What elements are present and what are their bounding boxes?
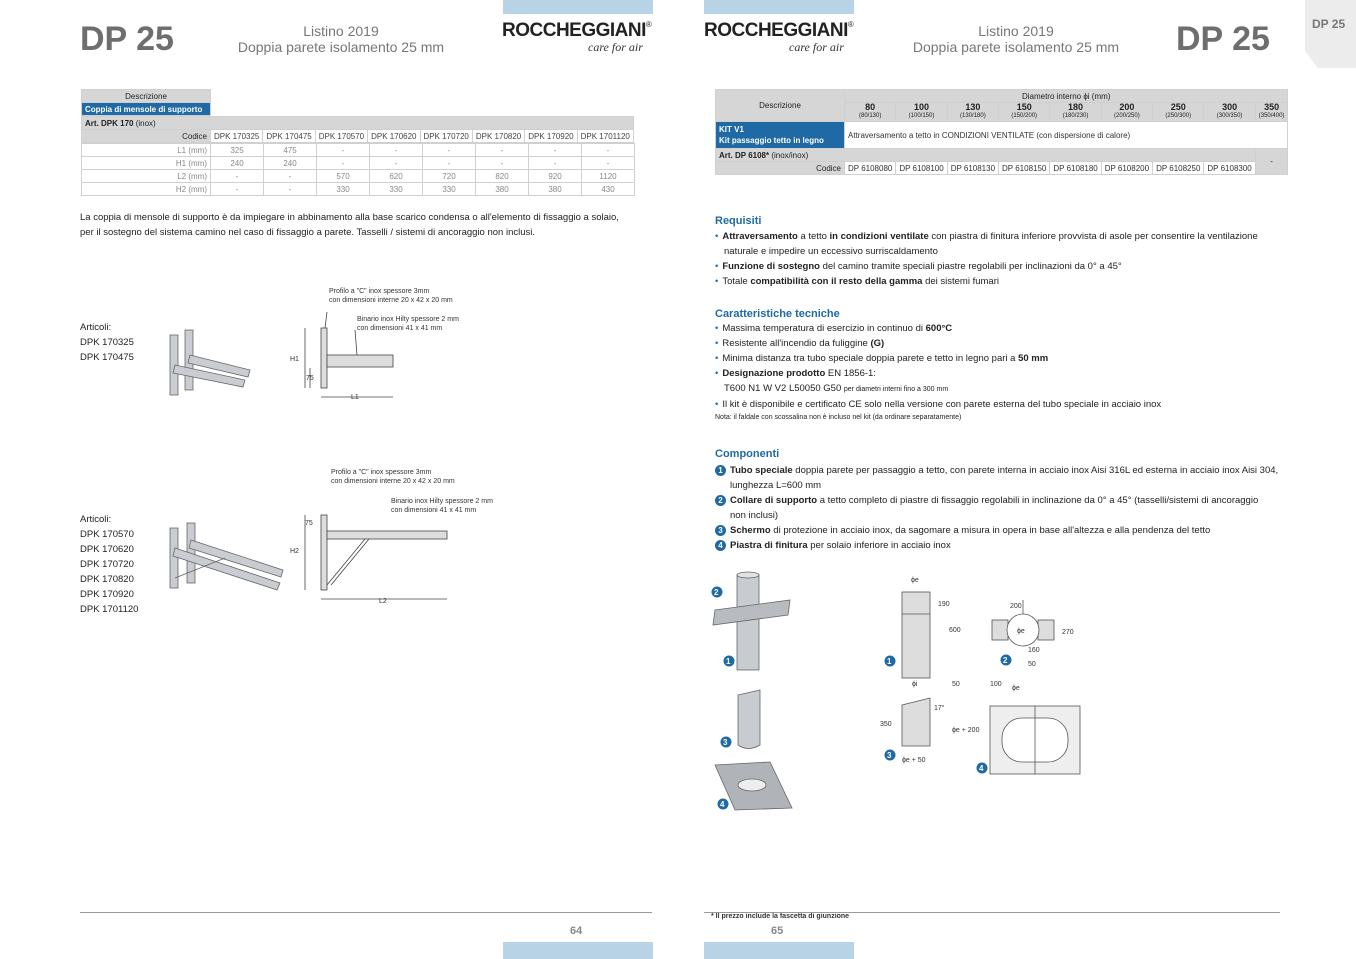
caratt-heading: Caratteristiche tecniche (715, 308, 840, 320)
diam-col-4: 180 (180/230) (1050, 103, 1101, 122)
diam-col-5: 200 (200/250) (1101, 103, 1152, 122)
listino-header-left (221, 23, 461, 55)
dim-phi-e-200: ϕe + 200 (952, 727, 980, 734)
code-col-3: DPK 170620 (368, 130, 420, 143)
requisiti-list: • Attraversamento a tetto in condizioni ventilate con piastra di finitura inferiore provvista di asole per consentire la ventilazione naturale e impedire un eccessivo surriscaldamento • Funzione di sostegno del camino tramite speciali piastre regolabili per inclinazioni da 0° a 45° • Totale compatibilità con il resto della gamma dei sistemi fumari (715, 231, 1258, 287)
code-col-5: DP 6108200 (1101, 162, 1152, 175)
listino-header-right (896, 23, 1136, 55)
table-row (82, 183, 635, 196)
fig2-note2b: con dimensioni 41 x 41 mm (391, 507, 477, 514)
dim-50: 50 (952, 681, 960, 688)
fig2-l-label: L2 (379, 598, 387, 605)
code-col-0: DPK 170325 (211, 130, 263, 143)
svg-text:1: 1 (887, 657, 892, 666)
brand-logo-left: ROCCHEGGIANI® (502, 20, 652, 41)
fig2-note2a: Binario inox Hilty spessore 2 mm (391, 498, 493, 505)
table-cell: - (317, 157, 370, 170)
table-cell: - (211, 170, 264, 183)
descr-header-right: Descrizione (716, 90, 845, 122)
code-col-6: DP 6108250 (1153, 162, 1204, 175)
bottom-tab-left (503, 942, 653, 959)
table-cell: - (529, 144, 582, 157)
dim-phi-e-plate: ϕe (1012, 685, 1020, 692)
fig1-h-label: H1 (290, 356, 299, 363)
bracket-drawing-2 (285, 465, 510, 610)
descr-header: Descrizione (82, 90, 211, 103)
fig1-note2b: con dimensioni 41 x 41 mm (357, 325, 443, 332)
dim-600: 600 (949, 627, 961, 634)
table-row (82, 170, 635, 183)
caratt-list: • Massima temperatura di esercizio in continuo di 600°C • Resistente all'incendio da fuliggine (G) • Minima distanza tra tubo speciale doppia parete e tetto in legno pari a 50 mm • Designazione prodotto EN 1856-1: T600 N1 W V2 L50050 G50 per diametri interni fino a 300 mm • Il kit è disponibile e certificato CE solo nella versione con parete esterna del tubo speciale in acciaio inox Nota: il faldale con scossalina non è incluso nel kit (da ordinare separatamente) (715, 323, 1162, 421)
dim-17deg: 17° (934, 705, 945, 712)
dim-160: 160 (1028, 647, 1040, 654)
table-cell: - (476, 157, 529, 170)
diam-header: Diametro interno ϕi (mm) (845, 90, 1288, 103)
table-cell: 430 (582, 183, 635, 196)
code-col-6: DPK 170920 (525, 130, 577, 143)
table-cell: 620 (370, 170, 423, 183)
table-cell: - (264, 170, 317, 183)
component-photos (710, 570, 800, 815)
art-row-right: Art. DP 6108* (inox/inox) (716, 149, 1256, 162)
page-title-left: DP 25 (80, 20, 174, 58)
componenti-list: 1 Tubo speciale doppia parete per passaggio a tetto, con parete interna in acciaio inox Aisi 316L ed esterna in acciaio inox Aisi 304, lunghezza L=600 mm 2 Collare di supporto a tetto completo di piastre di fissaggio regolabili in inclinazione da 0° a 45° (tasselli/sistemi di ancoraggio non inclusi) 3 Schermo di protezione in acciaio inox, da sagomare a misura in opera in base all'altezza e alla pendenza del tetto 4 Piastra di finitura per solaio inferiore in acciaio inox (715, 463, 1305, 553)
table-cell: 380 (529, 183, 582, 196)
footnote: * Il prezzo include la fascetta di giunzione (711, 913, 850, 920)
bracket-drawing-1 (285, 285, 500, 405)
code-col-1: DPK 170475 (263, 130, 315, 143)
fig2-v-label: 75 (305, 520, 313, 527)
fig1-l-label: L1 (351, 394, 359, 401)
row-label: H2 (mm) (82, 183, 211, 196)
dim-phi-e-50: ϕe + 50 (902, 757, 926, 764)
diam-col-6: 250 (250/300) (1153, 103, 1204, 122)
diam-col-8: 350 (350/400) (1255, 103, 1288, 122)
brand-tagline-right: care for air (789, 40, 844, 54)
table-cell: - (582, 157, 635, 170)
brand-logo-right: ROCCHEGGIANI® (704, 20, 854, 41)
diam-col-0: 80 (80/130) (845, 103, 896, 122)
page-number-left: 64 (570, 925, 583, 937)
table-row (82, 157, 635, 170)
bracket-photo-1 (165, 325, 255, 400)
code-col-7: DPK 1701120 (577, 130, 633, 143)
table-row (82, 144, 635, 157)
spec-table-left (81, 89, 635, 196)
code-col-2: DPK 170570 (315, 130, 367, 143)
top-tab-right (704, 0, 854, 14)
fig1-v-label: 75 (306, 375, 314, 382)
table-cell: - (370, 144, 423, 157)
listino-year: Listino 2019 (978, 23, 1054, 39)
page-number-right: 65 (771, 925, 784, 937)
table-cell: - (317, 144, 370, 157)
fig2-h-label: H2 (290, 548, 299, 555)
code-col-5: DPK 170820 (472, 130, 524, 143)
table-cell: 720 (423, 170, 476, 183)
dim-phi-i: ϕi (912, 681, 918, 688)
table-cell: 330 (423, 183, 476, 196)
table-cell: 1120 (582, 170, 635, 183)
svg-text:1: 1 (726, 657, 731, 666)
table-cell: - (423, 157, 476, 170)
table-cell: 380 (476, 183, 529, 196)
table-cell: 330 (317, 183, 370, 196)
dim-200: 200 (1010, 603, 1022, 610)
code-col-0: DP 6108080 (845, 162, 896, 175)
diam-col-3: 150 (150/200) (999, 103, 1050, 122)
fig1-note2a: Binario inox Hilty spessore 2 mm (357, 316, 459, 323)
listino-year: Listino 2019 (303, 23, 379, 39)
code-col-2: DP 6108130 (947, 162, 998, 175)
codice-label-right: Codice (716, 162, 845, 175)
dim-100: 100 (990, 681, 1002, 688)
fig2-articoli: Articoli: DPK 170570 DPK 170620 DPK 170720 DPK 170820 DPK 170920 DPK 1701120 (80, 514, 139, 615)
svg-text:4: 4 (979, 764, 984, 773)
svg-text:2: 2 (1003, 656, 1008, 665)
table-cell: - (370, 157, 423, 170)
table-cell: 330 (370, 183, 423, 196)
listino-subtitle: Doppia parete isolamento 25 mm (237, 39, 445, 55)
svg-text:3: 3 (723, 738, 728, 747)
row-label: H1 (mm) (82, 157, 211, 170)
code-col-1: DP 6108100 (896, 162, 947, 175)
componenti-heading: Componenti (715, 448, 780, 460)
row-label: L2 (mm) (82, 170, 211, 183)
corner-tab (1305, 0, 1356, 68)
footer-rule-left (80, 912, 652, 913)
diam-col-2: 130 (130/180) (947, 103, 998, 122)
footer-rule-right (704, 912, 1280, 913)
code-col-4: DP 6108180 (1050, 162, 1101, 175)
dim-350: 350 (880, 721, 892, 728)
corner-tab-label: DP 25 (1312, 17, 1346, 31)
table-cell: 240 (264, 157, 317, 170)
table-cell: - (211, 183, 264, 196)
table-cell: 325 (211, 144, 264, 157)
fig2-note1b: con dimensioni interne 20 x 42 x 20 mm (331, 478, 455, 485)
row-label: L1 (mm) (82, 144, 211, 157)
fig1-note1a: Profilo a "C" inox spessore 3mm (329, 288, 430, 295)
table-cell: 475 (264, 144, 317, 157)
table-cell: - (264, 183, 317, 196)
dim-50b: 50 (1028, 661, 1036, 668)
codice-label: Codice (82, 130, 211, 143)
technical-drawings (880, 570, 1090, 780)
code-350: - (1255, 149, 1288, 175)
page-title-right: DP 25 (1176, 20, 1270, 58)
description-text: La coppia di mensole di supporto è da impiegare in abbinamento alla base scarico condensa o all'elemento di fissaggio a solaio, per il sostegno del sistema camino nel caso di fissaggio a parete. Tasselli / sistemi di ancoraggio non inclusi. (80, 212, 619, 238)
table-cell: - (529, 157, 582, 170)
bottom-tab-right (704, 942, 854, 959)
listino-subtitle: Doppia parete isolamento 25 mm (912, 39, 1120, 55)
table-cell: 570 (317, 170, 370, 183)
table-cell: 920 (529, 170, 582, 183)
dim-190: 190 (938, 601, 950, 608)
diam-col-1: 100 (100/150) (896, 103, 947, 122)
fig1-note1b: con dimensioni interne 20 x 42 x 20 mm (329, 297, 453, 304)
code-col-4: DPK 170720 (420, 130, 472, 143)
dim-phi-e: ϕe (911, 577, 919, 584)
svg-text:2: 2 (714, 588, 719, 597)
product-name: Coppia di mensole di supporto (82, 103, 211, 116)
bracket-photo-2 (165, 518, 290, 598)
table-cell: - (582, 144, 635, 157)
spec-table-right (715, 89, 1288, 175)
requisiti-heading: Requisiti (715, 215, 762, 227)
svg-text:4: 4 (720, 800, 725, 809)
table-cell: 240 (211, 157, 264, 170)
art-row: Art. DPK 170 (inox) (82, 117, 634, 130)
brand-tagline-left: care for air (588, 40, 643, 54)
table-cell: 820 (476, 170, 529, 183)
fig2-note1a: Profilo a "C" inox spessore 3mm (331, 469, 432, 476)
kit-description: Attraversamento a tetto in CONDIZIONI VENTILATE (con dispersione di calore) (845, 122, 1288, 149)
dim-270: 270 (1062, 629, 1074, 636)
code-col-3: DP 6108150 (999, 162, 1050, 175)
code-col-7: DP 6108300 (1204, 162, 1255, 175)
dim-phi-e-collar: ϕe (1017, 628, 1025, 635)
table-cell: - (476, 144, 529, 157)
fig1-articoli: Articoli: DPK 170325 DPK 170475 (80, 322, 134, 363)
table-cell: - (423, 144, 476, 157)
svg-text:3: 3 (887, 751, 892, 760)
kit-label: KIT V1 Kit passaggio tetto in legno (716, 122, 845, 149)
top-tab-left (503, 0, 653, 14)
diam-col-7: 300 (300/350) (1204, 103, 1255, 122)
